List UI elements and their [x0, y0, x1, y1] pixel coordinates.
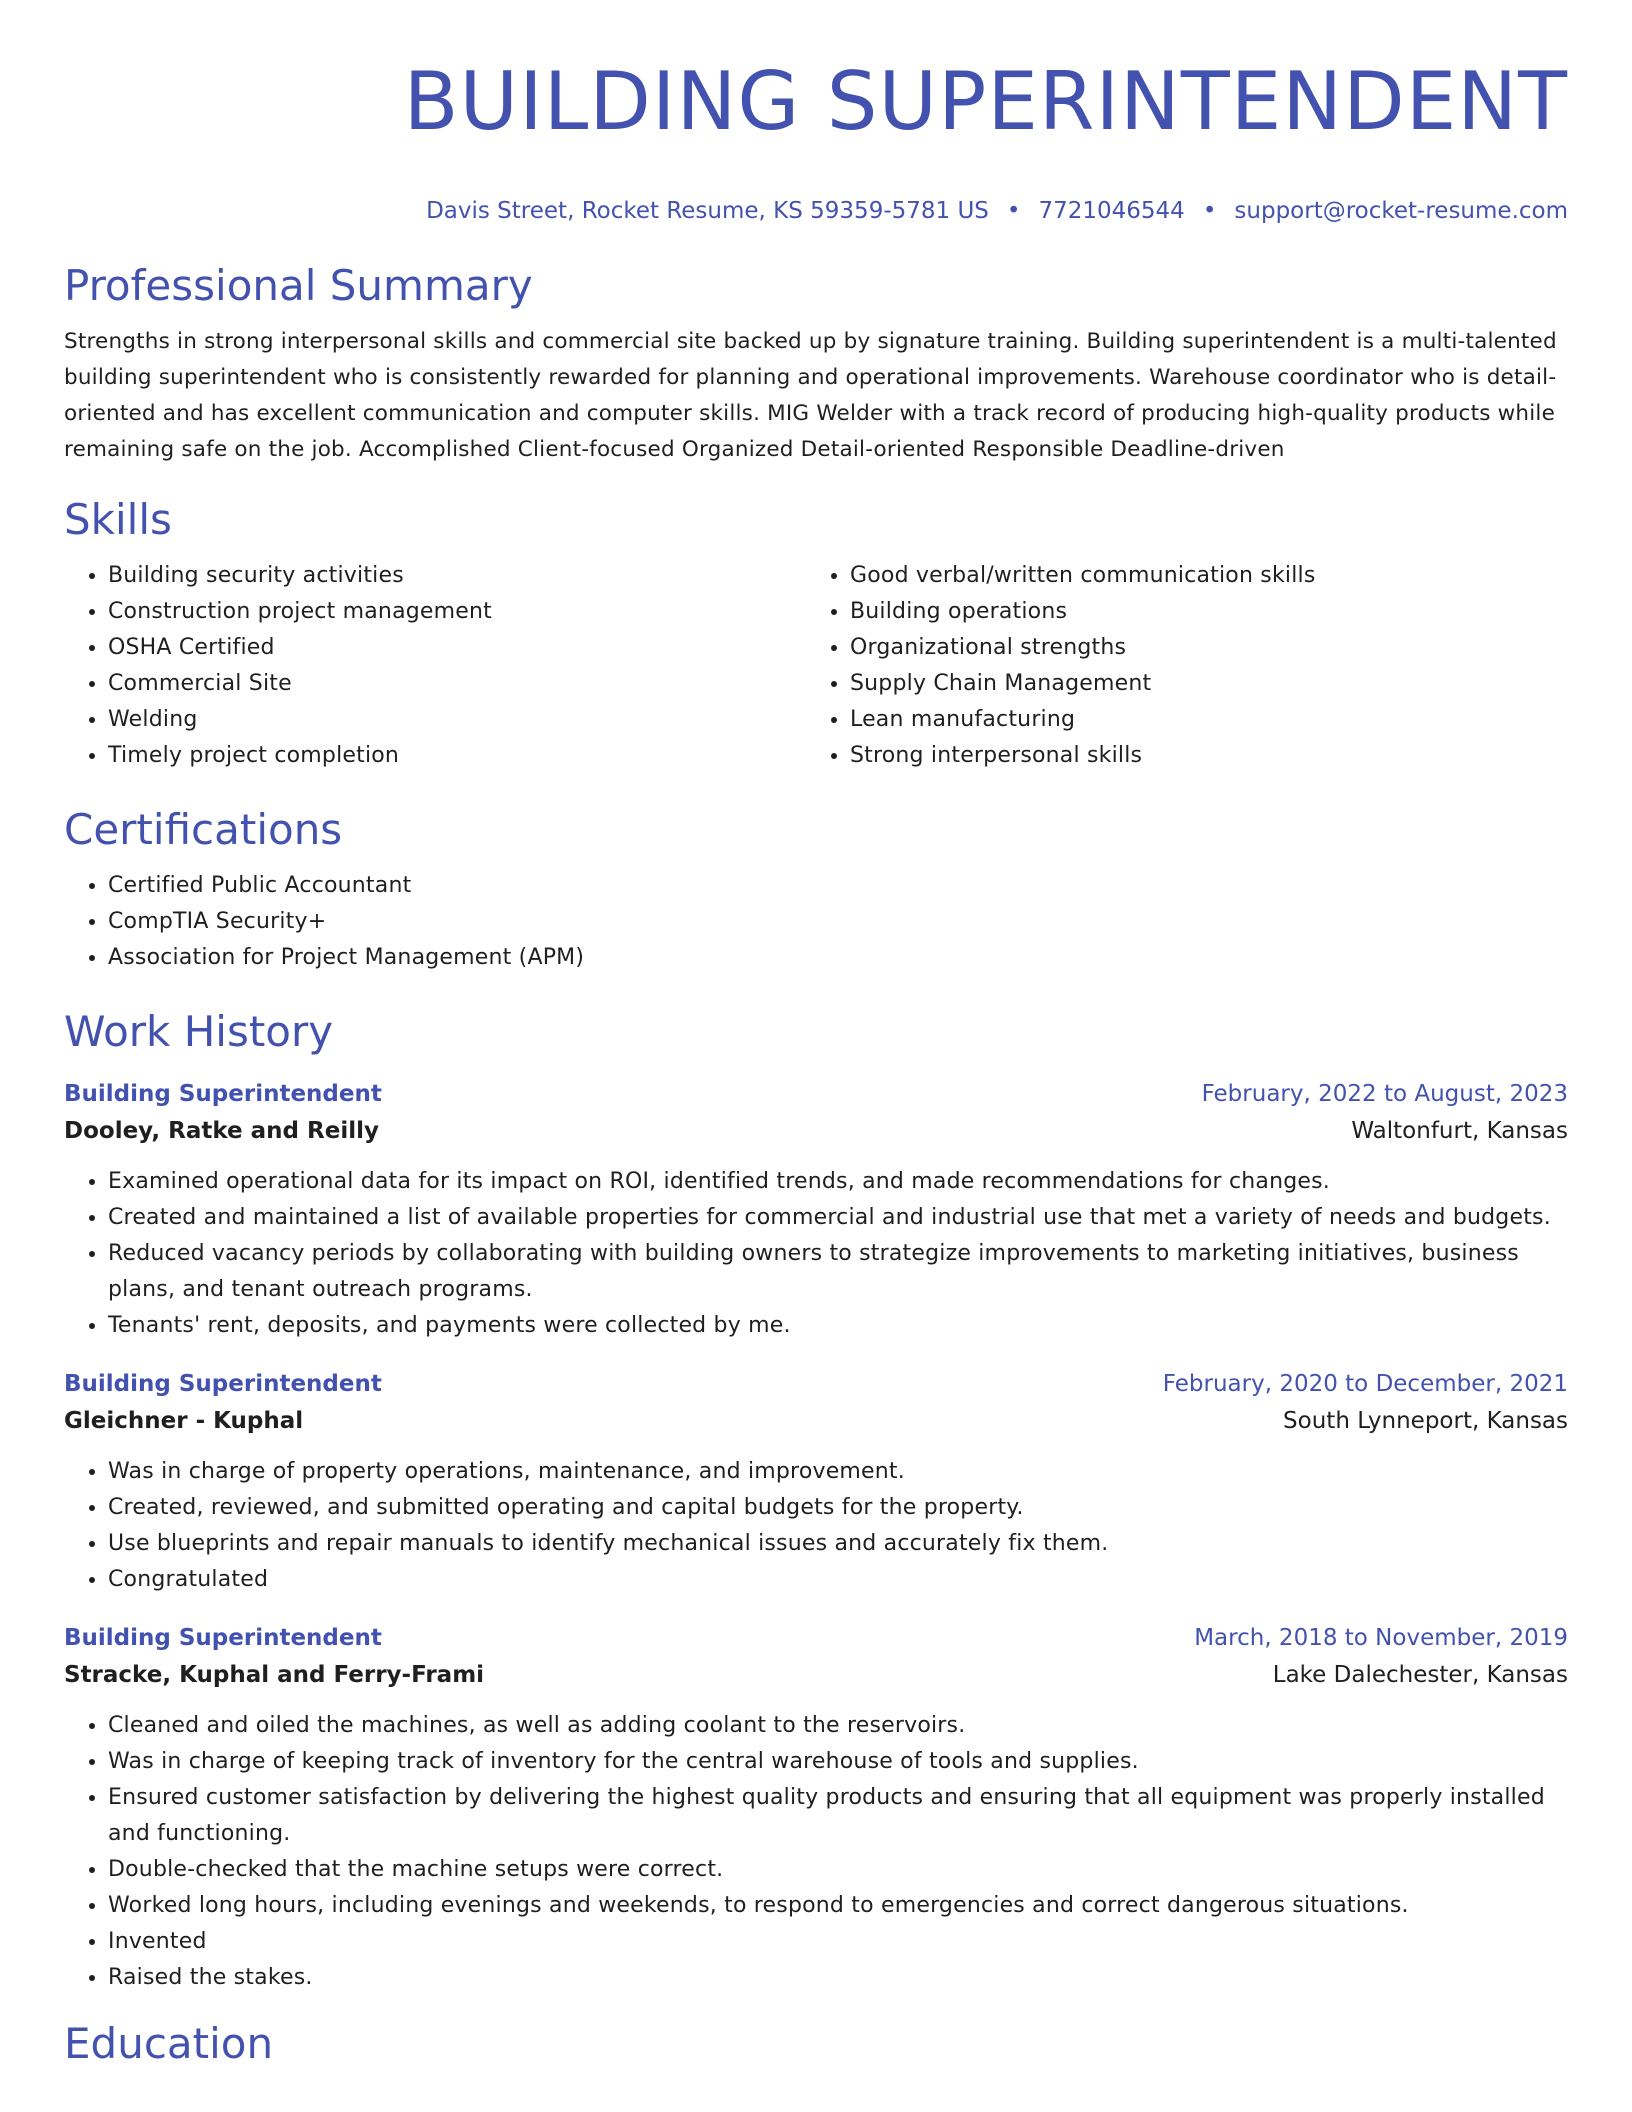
- skill-item: • Construction project management: [108, 594, 806, 630]
- contact-line: [64, 196, 1568, 226]
- job-title: Building Superintendent: [64, 1081, 382, 1107]
- skills-list-left: [64, 558, 806, 774]
- job-company: Stracke, Kuphal and Ferry-Frami: [64, 1662, 485, 1688]
- job-dates: February, 2022 to August, 2023: [1201, 1081, 1568, 1107]
- job-bullet: • Worked long hours, including evenings and weekends, to respond to emergencies and correct dangerous situations.: [108, 1888, 1568, 1924]
- job-bullet: • Reduced vacancy periods by collaborating with building owners to strategize improvements to marketing initiatives, business plans, and tenant outreach programs.: [108, 1236, 1568, 1308]
- skills-grid: [64, 558, 1568, 774]
- certifications-list: [64, 868, 1568, 976]
- certification-item: • Association for Project Management (APM): [108, 940, 1568, 976]
- job-bullet: • Examined operational data for its impact on ROI, identified trends, and made recommendations for changes.: [108, 1164, 1568, 1200]
- skills-column-left: [64, 558, 806, 774]
- job-bullet: • Was in charge of keeping track of inventory for the central warehouse of tools and supplies.: [108, 1744, 1568, 1780]
- contact-separator: •: [1202, 198, 1217, 224]
- job-company: Gleichner - Kuphal: [64, 1408, 304, 1434]
- job-bullets: [64, 1708, 1568, 1996]
- job-bullet: • Congratulated: [108, 1562, 1568, 1598]
- certification-item: • Certified Public Accountant: [108, 868, 1568, 904]
- skill-item: • Commercial Site: [108, 666, 806, 702]
- skill-item: • Lean manufacturing: [850, 702, 1548, 738]
- job-bullet: • Use blueprints and repair manuals to identify mechanical issues and accurately fix them.: [108, 1526, 1568, 1562]
- job-bullet: • Was in charge of property operations, maintenance, and improvement.: [108, 1454, 1568, 1490]
- job-bullet: • Double-checked that the machine setups were correct.: [108, 1852, 1568, 1888]
- job-company-row: [64, 1656, 1568, 1694]
- job-dates: February, 2020 to December, 2021: [1162, 1371, 1568, 1397]
- job-bullet: • Tenants' rent, deposits, and payments were collected by me.: [108, 1308, 1568, 1344]
- resume-page: [64, 52, 1568, 2070]
- contact-email[interactable]: support@rocket-resume.com: [1234, 198, 1568, 224]
- skill-item: • Good verbal/written communication skills: [850, 558, 1548, 594]
- resume-name: BUILDING SUPERINTENDENT: [403, 55, 1568, 148]
- skill-item: • Building security activities: [108, 558, 806, 594]
- summary-heading: Professional Summary: [64, 261, 533, 310]
- contact-address: Davis Street, Rocket Resume, KS 59359-5781 US: [426, 198, 989, 224]
- job-bullet: • Created, reviewed, and submitted operating and capital budgets for the property.: [108, 1490, 1568, 1526]
- job-bullet: • Invented: [108, 1924, 1568, 1960]
- skill-item: • Supply Chain Management: [850, 666, 1548, 702]
- job-company-row: [64, 1112, 1568, 1150]
- job-bullet: • Ensured customer satisfaction by delivering the highest quality products and ensuring that all equipment was properly installed and functioning.: [108, 1780, 1568, 1852]
- job-bullet: • Raised the stakes.: [108, 1960, 1568, 1996]
- job-bullet: • Created and maintained a list of available properties for commercial and industrial use that met a variety of needs and budgets.: [108, 1200, 1568, 1236]
- skills-column-right: [806, 558, 1548, 774]
- job-title: Building Superintendent: [64, 1625, 382, 1651]
- job-entry: [64, 1076, 1568, 1344]
- job-header-row: [64, 1076, 1568, 1112]
- skill-item: • OSHA Certified: [108, 630, 806, 666]
- skill-item: • Welding: [108, 702, 806, 738]
- job-title: Building Superintendent: [64, 1371, 382, 1397]
- work-history-list: [64, 1076, 1568, 1996]
- job-bullets: [64, 1164, 1568, 1344]
- job-location: Waltonfurt, Kansas: [1351, 1118, 1568, 1144]
- work-history-heading: Work History: [64, 1007, 334, 1056]
- summary-text: Strengths in strong interpersonal skills and commercial site backed up by signature training. Building superintendent is a multi-talented building superintendent who is consistently rewarded for planning and operational improvements. Warehouse coordinator who is detail-oriented and has excellent communication and computer skills. MIG Welder with a track record of producing high-quality products while remaining safe on the job. Accomplished Client-focused Organized Detail-oriented Responsible Deadline-driven: [64, 329, 1557, 462]
- skill-item: • Building operations: [850, 594, 1548, 630]
- job-header-row: [64, 1620, 1568, 1656]
- job-company-row: [64, 1402, 1568, 1440]
- skills-heading: Skills: [64, 495, 172, 544]
- job-bullets: [64, 1454, 1568, 1598]
- skill-item: • Timely project completion: [108, 738, 806, 774]
- skill-item: • Strong interpersonal skills: [850, 738, 1548, 774]
- job-company: Dooley, Ratke and Reilly: [64, 1118, 379, 1144]
- certification-item: • CompTIA Security+: [108, 904, 1568, 940]
- job-header-row: [64, 1366, 1568, 1402]
- job-location: South Lynneport, Kansas: [1283, 1408, 1568, 1434]
- job-entry: [64, 1620, 1568, 1996]
- certifications-heading: Certifications: [64, 805, 343, 854]
- contact-phone: 7721046544: [1038, 198, 1185, 224]
- skills-list-right: [806, 558, 1548, 774]
- job-entry: [64, 1366, 1568, 1598]
- education-heading: Education: [64, 2019, 274, 2068]
- job-bullet: • Cleaned and oiled the machines, as well as adding coolant to the reservoirs.: [108, 1708, 1568, 1744]
- job-location: Lake Dalechester, Kansas: [1272, 1662, 1568, 1688]
- job-dates: March, 2018 to November, 2019: [1194, 1625, 1568, 1651]
- contact-separator: •: [1006, 198, 1021, 224]
- skill-item: • Organizational strengths: [850, 630, 1548, 666]
